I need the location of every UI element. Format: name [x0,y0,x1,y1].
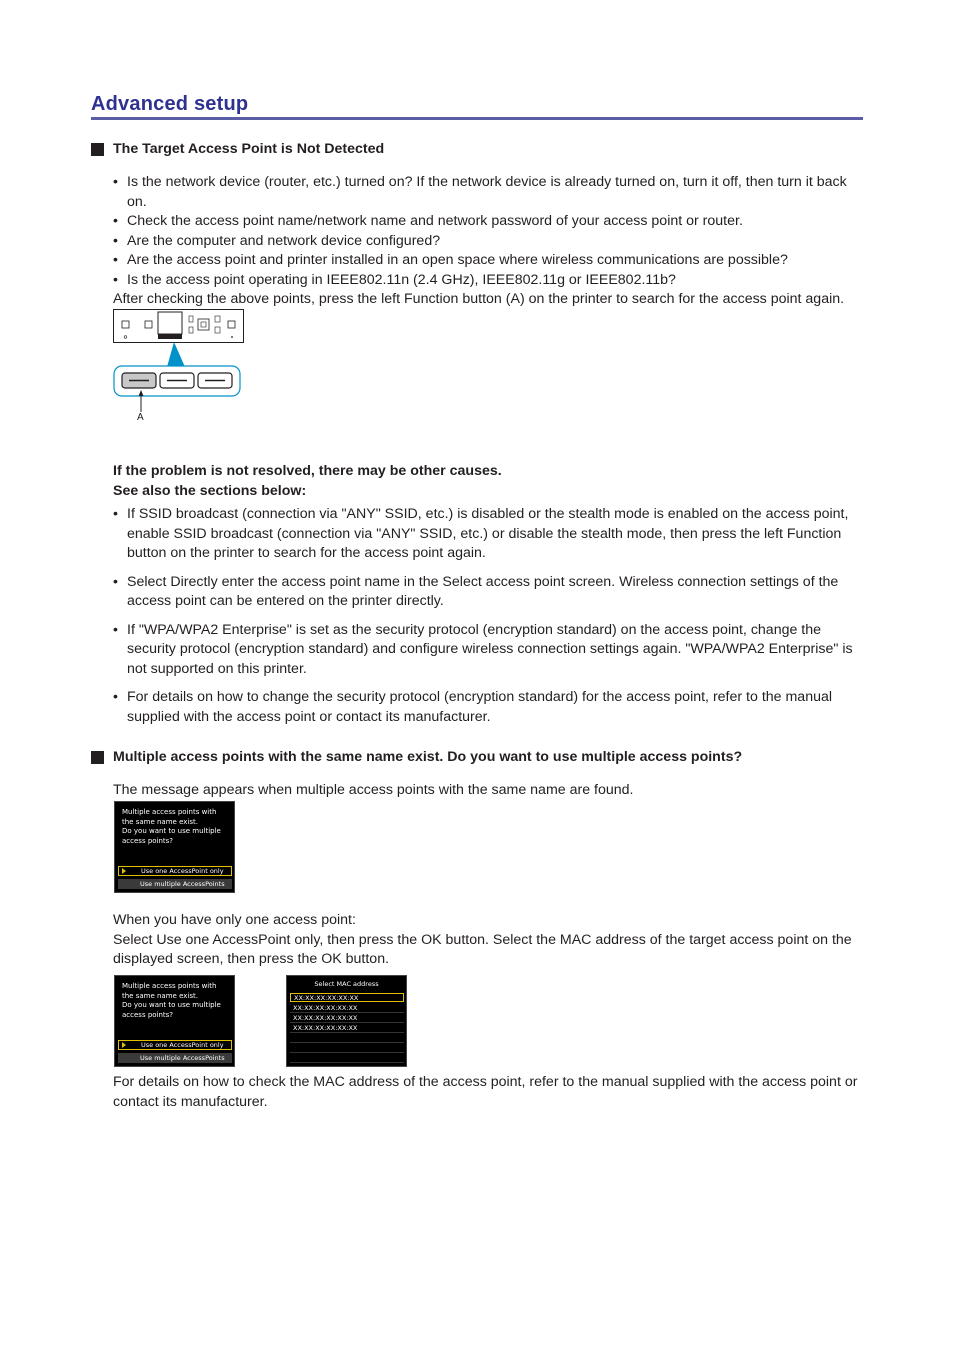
list-item: • If SSID broadcast (connection via "ANY" SSID, etc.) is disabled or the stealth mode is enabled on the access point, enable SSID broadcast (connection via "ANY" SSID, etc.) or disable the stealth mode, then press the left Function button on the printer to search for the access point again. [113,505,863,564]
section-marker-icon [91,143,104,156]
mac-row: XX:XX:XX:XX:XX:XX [290,1024,404,1033]
list-item: • For details on how to change the security protocol (encryption standard) for the access point, refer to the manual supplied with the access point or contact its manufacturer. [113,688,863,727]
lcd-option-multiple-ap: Use multiple AccessPoints [118,1053,232,1063]
section-heading-multiple-ap [91,749,742,765]
footer-text: For details on how to check the MAC address of the access point, refer to the manual supplied with the access point or contact its manufacturer. [113,1074,858,1110]
lcd-option-one-ap: Use one AccessPoint only [118,1040,232,1050]
lcd-screen-multiple-ap-2 [114,975,235,1067]
checklist [113,173,863,310]
list-item: • Is the network device (router, etc.) turned on? If the network device is already turned on, turn it off, then turn it back on. [113,173,863,212]
note-block [113,462,863,501]
mac-row: XX:XX:XX:XX:XX:XX [290,1004,404,1013]
title-rule [91,117,863,120]
selection-arrow-icon [122,868,126,874]
list-item: • Are the access point and printer installed in an open space where wireless communications are possible? [113,251,863,271]
mac-row-empty [290,1054,404,1063]
lcd-option-one-ap: Use one AccessPoint only [118,866,232,876]
one-ap-heading: When you have only one access point: [113,912,356,928]
mac-row-empty [290,1034,404,1043]
one-ap-instructions [113,911,863,970]
printer-panel-diagram [112,308,246,428]
list-item: • Select Directly enter the access point name in the Select access point screen. Wireless connection settings of the access point can be entered on the printer directly. [113,573,863,612]
lcd-header: Select MAC address [314,980,379,988]
function-button-label: A [137,412,144,423]
lcd-message: Multiple access points with the same name exist. Do you want to use multiple access points? [122,982,221,1019]
lcd-screen-multiple-ap [114,801,235,893]
section-heading-target-ap [91,141,384,157]
list-item: • Check the access point name/network name and network password of your access point or router. [113,212,863,232]
after-check-text: After checking the above points, press the left Function button (A) on the printer to search for the access point again. [113,291,845,307]
see-also-list [113,505,863,736]
mac-row: XX:XX:XX:XX:XX:XX [290,993,404,1002]
section-marker-icon [91,751,104,764]
mac-row: XX:XX:XX:XX:XX:XX [290,1014,404,1023]
list-item: • Are the computer and network device configured? [113,232,863,252]
one-ap-steps: Select Use one AccessPoint only, then press the OK button. Select the MAC address of the target access point on the displayed screen, then press the OK button. [113,931,852,967]
lcd-message: Multiple access points with the same name exist. Do you want to use multiple access points? [122,808,221,845]
lcd-option-multiple-ap: Use multiple AccessPoints [118,879,232,889]
list-item: • Is the access point operating in IEEE802.11n (2.4 GHz), IEEE802.11g or IEEE802.11b? [113,271,863,291]
section2-intro: The message appears when multiple access points with the same name are found. [113,782,634,798]
note-line: See also the sections below: [113,482,307,499]
selection-arrow-icon [122,1042,126,1048]
lcd-screen-select-mac [286,975,407,1067]
mac-row-empty [290,1044,404,1053]
page-title: Advanced setup [91,93,249,115]
section-heading-text: Multiple access points with the same name exist. Do you want to use multiple access points? [113,749,743,765]
section-heading-text: The Target Access Point is Not Detected [113,141,385,157]
note-line: If the problem is not resolved, there may be other causes. [113,463,502,479]
list-item: • If "WPA/WPA2 Enterprise" is set as the security protocol (encryption standard) on the access point, change the security protocol (encryption standard) and configure wireless connection settings again. "WPA/WPA2 Enterprise" is not supported on this printer. [113,621,863,680]
